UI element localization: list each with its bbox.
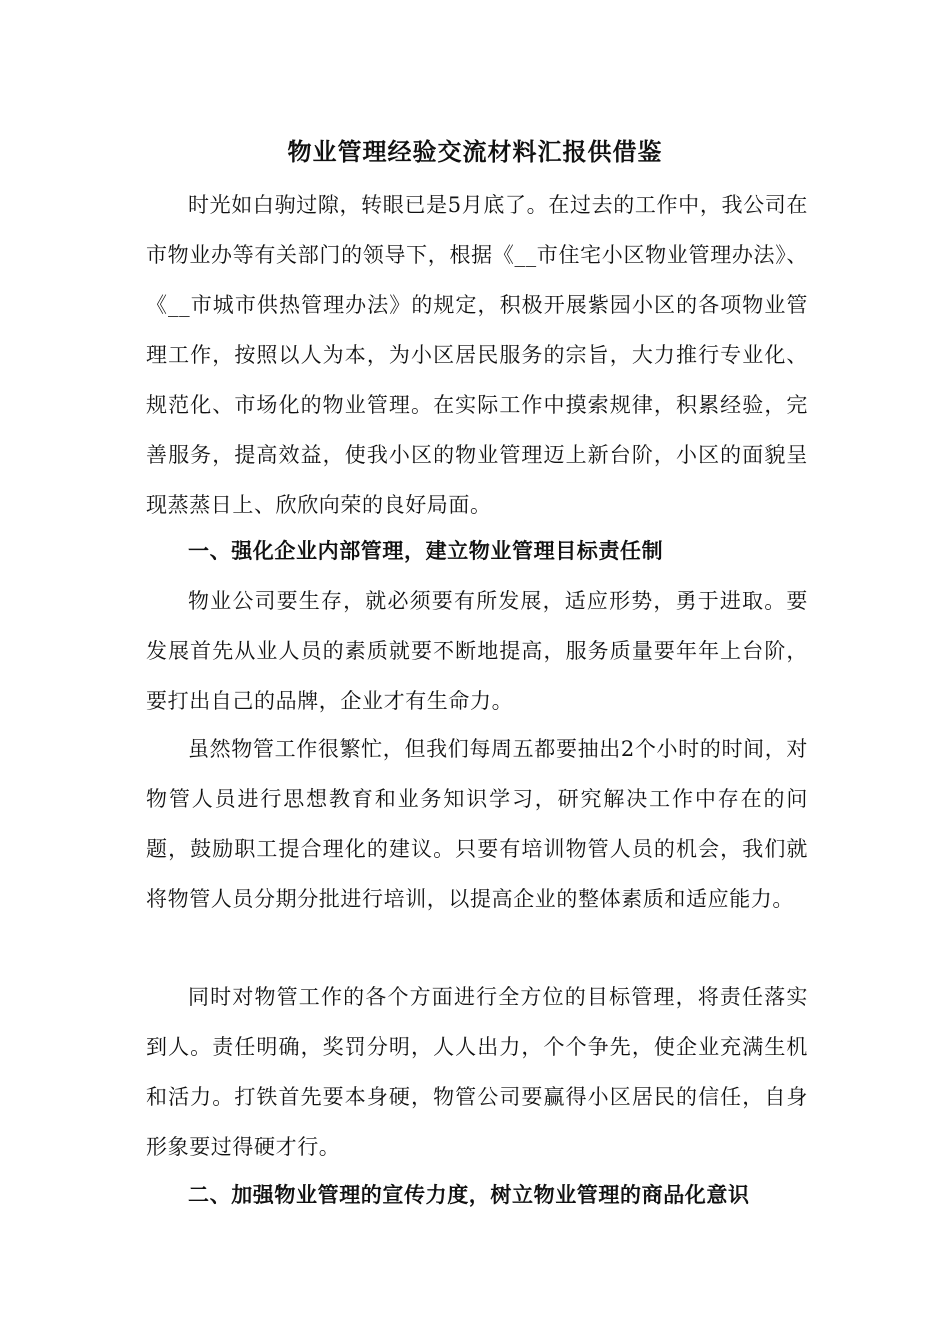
body-paragraph: 物业公司要生存，就必须要有所发展，适应形势，勇于进取。要发展首先从业人员的素质就要不断地提高，服务质量要年年上台阶，要打出自己的品牌，企业才有生命力。: [146, 589, 808, 713]
section-heading-1: 一、强化企业内部管理，建立物业管理目标责任制: [188, 538, 664, 563]
document-title: 物业管理经验交流材料汇报供借鉴: [287, 137, 663, 166]
section-heading-2: 二、加强物业管理的宣传力度，树立物业管理的商品化意识: [188, 1182, 750, 1207]
body-paragraph: 虽然物管工作很繁忙，但我们每周五都要抽出2个小时的时间，对物管人员进行思想教育和业务知识学习，研究解决工作中存在的问题，鼓励职工提合理化的建议。只要有培训物管人员的机会，我们就将物管人员分期分批进行培训，以提高企业的整体素质和适应能力。: [146, 737, 808, 911]
intro-paragraph: 时光如白驹过隙，转眼已是5月底了。在过去的工作中，我公司在市物业办等有关部门的领导下，根据《__市住宅小区物业管理办法》、《__市城市供热管理办法》的规定，积极开展紫园小区的各项物业管理工作，按照以人为本，为小区居民服务的宗旨，大力推行专业化、规范化、市场化的物业管理。在实际工作中摸索规律，积累经验，完善服务，提高效益，使我小区的物业管理迈上新台阶，小区的面貌呈现蒸蒸日上、欣欣向荣的良好局面。: [146, 193, 808, 517]
body-paragraph: 同时对物管工作的各个方面进行全方位的目标管理，将责任落实到人。责任明确，奖罚分明，人人出力，个个争先，使企业充满生机和活力。打铁首先要本身硬，物管公司要赢得小区居民的信任，自身形象要过得硬才行。: [146, 985, 808, 1159]
